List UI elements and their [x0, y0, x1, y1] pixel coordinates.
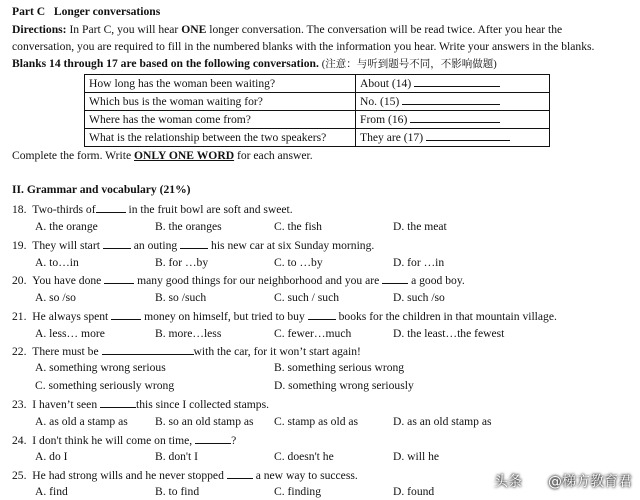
directions-text-c: longer conversation. The conversation will be read twice. After you hear the — [209, 23, 563, 36]
directions-line-2: conversation, you are required to fill in the numbered blanks with the information you hear. Write your answers in the blanks. — [12, 40, 595, 53]
option-d[interactable]: D. the least…the fewest — [393, 327, 505, 340]
answer-table — [84, 74, 550, 147]
question-number: 22. — [12, 345, 27, 358]
answer-blank-15[interactable] — [402, 93, 500, 105]
option-d[interactable]: D. found — [393, 485, 435, 498]
stem-blank[interactable] — [104, 272, 134, 284]
complete-emphasis: ONLY ONE WORD — [134, 149, 235, 162]
stem-blank[interactable] — [100, 396, 136, 408]
watermark — [494, 471, 632, 491]
table-question: Which bus is the woman waiting for? — [85, 93, 356, 111]
stem-text: an outing — [133, 239, 178, 252]
option-d[interactable]: D. the meat — [393, 220, 447, 233]
stem-text: Two-thirds of — [32, 203, 96, 216]
option-c[interactable]: C. the fish — [274, 220, 322, 233]
option-c[interactable]: C. fewer…much — [274, 327, 352, 340]
stem-blank[interactable] — [195, 432, 231, 444]
question-stem — [12, 396, 269, 413]
complete-text-c: for each answer. — [236, 149, 313, 162]
blanks-line: Blanks 14 through 17 are based on the following conversation. — [12, 57, 319, 70]
option-a[interactable]: A. less… more — [35, 327, 105, 340]
stem-text: He had strong wills and he never stopped — [32, 469, 224, 482]
stem-text: There must be — [32, 345, 99, 358]
option-a[interactable]: A. find — [35, 485, 68, 498]
table-row — [85, 75, 550, 93]
watermark-prefix: 头条 — [494, 474, 522, 490]
option-c[interactable]: C. to …by — [274, 256, 323, 269]
table-question: How long has the woman been waiting? — [85, 75, 356, 93]
option-b[interactable]: B. more…less — [155, 327, 222, 340]
answer-blank-17[interactable] — [426, 129, 510, 141]
stem-blank[interactable] — [96, 201, 126, 213]
option-a[interactable]: A. do I — [35, 450, 68, 463]
stem-text: He always spent — [32, 310, 109, 323]
table-question: What is the relationship between the two speakers? — [85, 129, 356, 147]
table-answer[interactable] — [356, 75, 550, 93]
option-d[interactable]: D. such /so — [393, 291, 445, 304]
directions-text-a: In Part C, you will hear — [69, 23, 179, 36]
option-d[interactable]: D. will he — [393, 450, 440, 463]
option-a[interactable]: A. the orange — [35, 220, 98, 233]
blanks-note: (注意：与听到题号不同，不影响做题) — [321, 59, 497, 70]
directions-emphasis-one: ONE — [181, 23, 207, 36]
part-c-label: Part C — [12, 5, 46, 18]
complete-instruction — [12, 148, 313, 164]
stem-text: I don't think he will come on time, — [32, 434, 193, 447]
option-c[interactable]: C. such / such — [274, 291, 340, 304]
table-answer[interactable] — [356, 111, 550, 129]
table-answer[interactable] — [356, 129, 550, 147]
answer-blank-14[interactable] — [414, 75, 500, 87]
answer-prefix: No. (15) — [360, 95, 400, 108]
stem-blank[interactable] — [227, 467, 253, 479]
stem-blank[interactable] — [308, 308, 336, 320]
part-c-heading — [12, 4, 160, 20]
question-stem — [12, 343, 361, 360]
answer-blank-16[interactable] — [410, 111, 500, 123]
stem-text: ? — [231, 434, 237, 447]
question-stem — [12, 201, 293, 218]
table-row — [85, 129, 550, 147]
table-row — [85, 93, 550, 111]
section-heading: II. Grammar and vocabulary (21%) — [12, 183, 191, 196]
option-b[interactable]: B. to find — [155, 485, 200, 498]
answer-prefix: They are (17) — [360, 131, 424, 144]
option-b[interactable]: B. for …by — [155, 256, 209, 269]
stem-blank[interactable] — [382, 272, 408, 284]
table-row — [85, 111, 550, 129]
option-d[interactable]: D. for …in — [393, 256, 445, 269]
question-stem — [12, 467, 358, 484]
question-number: 18. — [12, 203, 27, 216]
option-a[interactable]: A. something wrong serious — [35, 361, 166, 374]
table-answer[interactable] — [356, 93, 550, 111]
answer-prefix: About (14) — [360, 77, 412, 90]
watermark-text: @梯方教育君 — [548, 474, 632, 490]
directions-label: Directions: — [12, 23, 67, 36]
blanks-instruction — [12, 56, 497, 73]
option-b[interactable]: B. something serious wrong — [274, 361, 405, 374]
part-c-title: Longer conversations — [53, 5, 161, 18]
table-question: Where has the woman come from? — [85, 111, 356, 129]
question-number: 19. — [12, 239, 27, 252]
stem-text: many good things for our neighborhood and you are — [137, 274, 380, 287]
question-stem — [12, 432, 236, 449]
question-number: 20. — [12, 274, 27, 287]
question-stem — [12, 272, 465, 289]
directions-line-1 — [12, 22, 562, 38]
stem-text: a new way to success. — [255, 469, 358, 482]
stem-text: in the fruit bowl are soft and sweet. — [128, 203, 293, 216]
option-b[interactable]: B. so an old stamp as — [155, 415, 254, 428]
question-stem — [12, 308, 557, 325]
question-number: 23. — [12, 398, 27, 411]
option-c[interactable]: C. stamp as old as — [274, 415, 359, 428]
option-c[interactable]: C. finding — [274, 485, 322, 498]
stem-text: books for the children in that mountain village. — [338, 310, 557, 323]
stem-text: a good boy. — [411, 274, 465, 287]
stem-blank[interactable] — [180, 237, 208, 249]
stem-text: They will start — [32, 239, 100, 252]
question-number: 24. — [12, 434, 27, 447]
question-number: 25. — [12, 469, 27, 482]
option-b[interactable]: B. don't I — [155, 450, 198, 463]
question-number: 21. — [12, 310, 27, 323]
stem-text: money on himself, but tried to buy — [144, 310, 305, 323]
option-a[interactable]: A. so /so — [35, 291, 76, 304]
stem-text: with the car, for it won’t start again! — [193, 345, 361, 358]
option-b[interactable]: B. the oranges — [155, 220, 222, 233]
option-a[interactable]: A. as old a stamp as — [35, 415, 128, 428]
option-d[interactable]: D. something wrong seriously — [274, 379, 414, 392]
stem-text: You have done — [32, 274, 102, 287]
option-c[interactable]: C. something seriously wrong — [35, 379, 175, 392]
stem-text: his new car at six Sunday morning. — [211, 239, 375, 252]
stem-text: this since I collected stamps. — [136, 398, 270, 411]
stem-text: I haven’t seen — [32, 398, 98, 411]
stem-blank[interactable] — [111, 308, 141, 320]
option-d[interactable]: D. as an old stamp as — [393, 415, 492, 428]
stem-blank[interactable] — [102, 343, 194, 355]
option-b[interactable]: B. so /such — [155, 291, 207, 304]
complete-text-a: Complete the form. Write — [12, 149, 132, 162]
person-logo-icon — [526, 473, 544, 489]
stem-blank[interactable] — [103, 237, 131, 249]
option-a[interactable]: A. to…in — [35, 256, 79, 269]
answer-prefix: From (16) — [360, 113, 408, 126]
question-stem — [12, 237, 374, 254]
option-c[interactable]: C. doesn't he — [274, 450, 334, 463]
